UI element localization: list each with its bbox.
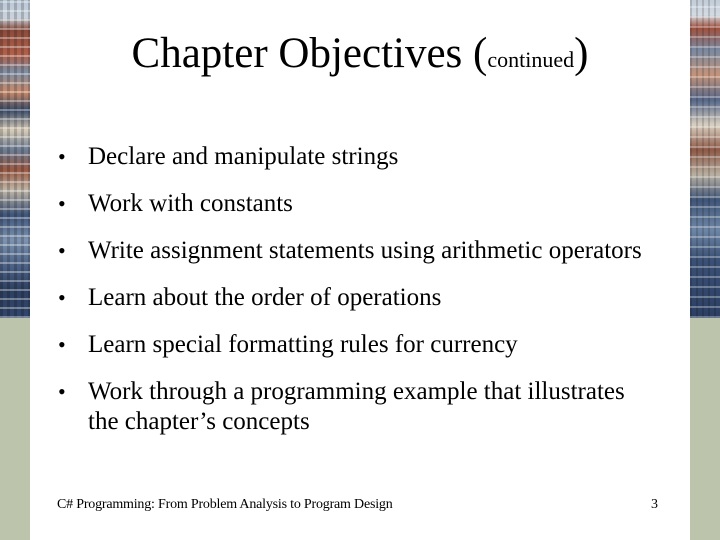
bullet-text: Learn special formatting rules for currency	[88, 331, 518, 358]
bullet-dot: •	[58, 191, 66, 216]
bullet-text: Declare and manipulate strings	[88, 143, 399, 170]
slide-title-close: )	[574, 30, 589, 77]
right-strip-plain	[690, 318, 720, 540]
bullet-text: Write assignment statements using arithmetic operators	[88, 237, 642, 264]
footer-page-number: 3	[651, 497, 658, 512]
bullet-dot: •	[58, 379, 66, 404]
slide-title-main: Chapter Objectives (	[131, 30, 488, 77]
bullet-list	[58, 140, 658, 437]
footer-book-title: C# Programming: From Problem Analysis to Program Design	[57, 497, 393, 512]
bullet-item	[58, 142, 658, 172]
bullet-text: Work with constants	[88, 190, 293, 217]
bullet-dot: •	[58, 285, 66, 310]
bullet-item	[58, 189, 658, 219]
left-strip-plain	[0, 318, 30, 540]
slide-title	[0, 26, 720, 88]
bullet-dot: •	[58, 332, 66, 357]
slide-title-continued: continued	[487, 47, 575, 72]
bullet-dot: •	[58, 238, 66, 263]
bullet-item	[58, 330, 658, 360]
bullet-item	[58, 283, 658, 313]
bullet-text: Learn about the order of operations	[88, 284, 442, 311]
bullet-dot: •	[58, 144, 66, 169]
bullet-text: Work through a programming example that illustrates the chapter’s concepts	[88, 378, 625, 435]
bullet-item	[58, 377, 658, 437]
bullet-item	[58, 236, 658, 266]
